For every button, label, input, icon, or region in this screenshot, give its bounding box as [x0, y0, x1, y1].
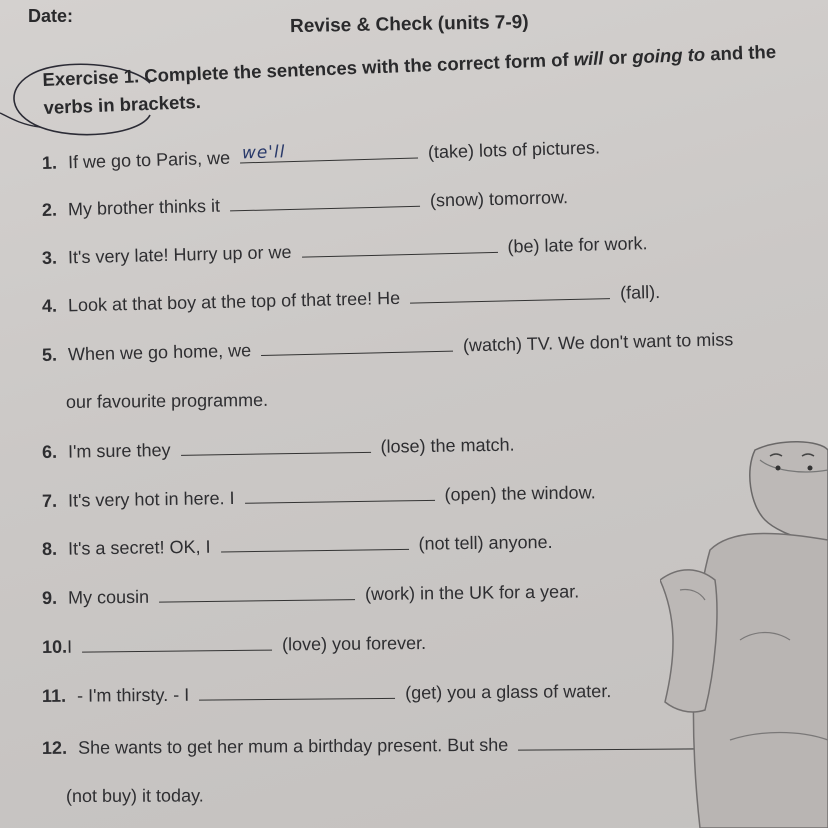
answer-blank[interactable]	[199, 680, 395, 701]
answer-blank[interactable]	[261, 333, 453, 356]
answer-blank[interactable]	[230, 188, 420, 212]
sentence-text: It's very hot in here. I	[67, 487, 235, 511]
sentence-text: (not buy) it today.	[65, 785, 204, 806]
verb-hint: (watch) TV. We don't want to miss	[462, 329, 734, 356]
sentence-number: 4.	[41, 295, 58, 316]
verb-hint: (snow) tomorrow.	[429, 187, 569, 211]
sentence-text: I	[66, 636, 73, 657]
answer-blank[interactable]	[244, 482, 434, 504]
sentence-number: 6.	[41, 441, 58, 462]
exercise-instruction	[42, 38, 784, 122]
verb-hint: (be) late for work.	[507, 233, 648, 257]
answer-blank[interactable]	[240, 140, 418, 164]
verb-hint: (get) you a glass of water.	[405, 681, 612, 703]
sentence-number: 8.	[41, 538, 58, 559]
instruction-text-1: Exercise 1. Complete the sentences with the correct form of	[42, 48, 575, 90]
verb-hint: (fall).	[619, 281, 661, 303]
sentence-6	[42, 432, 515, 465]
sentence-number: 12.	[41, 737, 68, 758]
verb-hint: (lose) the match.	[380, 434, 515, 457]
sentence-text: She wants to get her mum a birthday present. But she	[77, 734, 509, 758]
verb-hint: (take) lots of pictures.	[427, 137, 601, 163]
sentence-5-continuation	[66, 390, 268, 418]
answer-blank[interactable]	[301, 234, 497, 258]
answer-blank[interactable]	[410, 280, 610, 304]
verb-hint: (love) you forever.	[281, 632, 427, 655]
sentence-8	[42, 529, 553, 562]
sentence-number: 11.	[41, 685, 67, 706]
sentence-text: If we go to Paris, we	[67, 147, 231, 173]
verb-hint: (open) the window.	[444, 482, 596, 505]
sentence-text: Look at that boy at the top of that tree! He	[67, 287, 401, 316]
sentence-number: 7.	[41, 490, 58, 511]
sentence-12-continuation	[66, 786, 204, 812]
sentence-12	[42, 730, 723, 761]
sentence-text: My cousin	[67, 586, 150, 608]
answer-blank[interactable]	[82, 632, 272, 653]
sentence-number: 1.	[41, 152, 58, 173]
answer-blank[interactable]	[180, 434, 370, 456]
sentence-4	[42, 279, 661, 319]
instruction-going-to: going to	[631, 43, 706, 68]
sentence-3	[42, 230, 648, 271]
sentence-number: 5.	[41, 344, 58, 365]
instruction-text-2: and the verbs in brackets.	[43, 40, 777, 118]
answer-blank[interactable]	[220, 531, 408, 553]
sentence-number: 10.	[41, 636, 68, 657]
sentence-text: It's a secret! OK, I	[67, 536, 211, 559]
sentence-5	[42, 326, 734, 368]
verb-hint: (work) in the UK for a year.	[364, 581, 580, 605]
sentence-1	[42, 134, 601, 176]
sentence-number: 9.	[41, 587, 58, 608]
sentence-number: 3.	[41, 247, 58, 268]
sentence-10	[42, 630, 426, 660]
sentence-11	[42, 678, 612, 709]
sentence-9	[42, 578, 579, 611]
sentence-text: I'm sure they	[67, 439, 171, 462]
sentence-number: 2.	[41, 199, 58, 220]
page-title: Revise & Check (units 7-9)	[289, 11, 529, 38]
instruction-will: will	[573, 47, 604, 70]
handwritten-answer: we'll	[241, 142, 286, 164]
sentence-text: It's very late! Hurry up or we	[67, 241, 292, 268]
sentence-7	[42, 479, 596, 514]
person-illustration	[660, 440, 828, 828]
sentence-2	[42, 184, 569, 223]
verb-hint: (not tell) anyone.	[418, 531, 553, 554]
sentence-text: our favourite programme.	[65, 389, 269, 412]
sentence-text: - I'm thirsty. - I	[76, 684, 190, 706]
sentence-text: My brother thinks it	[67, 195, 221, 220]
answer-blank[interactable]	[159, 581, 355, 602]
date-label: Date:	[28, 6, 74, 26]
instruction-or: or	[603, 46, 633, 69]
sentence-text: When we go home, we	[67, 340, 252, 365]
